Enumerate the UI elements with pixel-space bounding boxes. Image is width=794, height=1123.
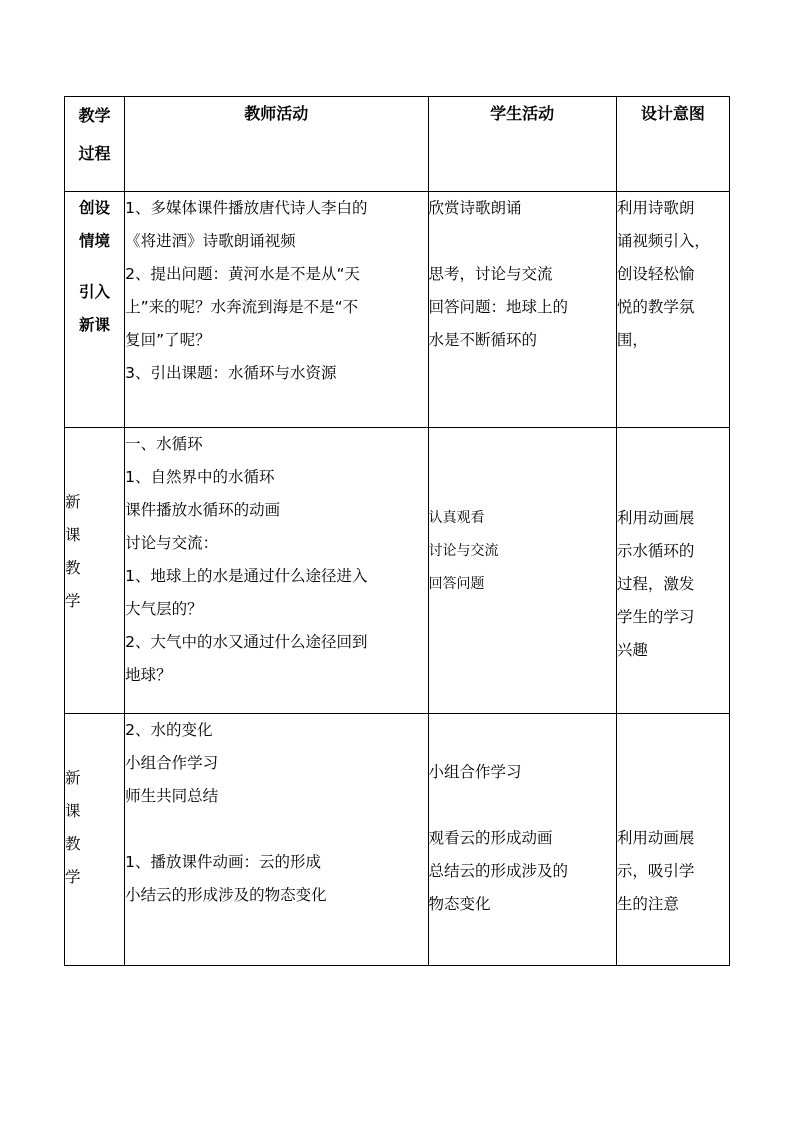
row1-process-line: 创设 bbox=[79, 199, 111, 217]
row3-process-line: 学 bbox=[65, 868, 81, 886]
row3-student-line: 观看云的形成动画 bbox=[428, 829, 553, 847]
row2-process-line: 教 bbox=[65, 559, 81, 577]
spacer bbox=[429, 789, 616, 822]
row1-teacher-line: 《将进酒》诗歌朗诵视频 bbox=[125, 232, 296, 250]
row2-student-line: 讨论与交流 bbox=[428, 543, 499, 559]
row1-process-line: 引入 bbox=[79, 283, 111, 301]
table-row bbox=[65, 428, 730, 714]
row2-teacher-line: 大气层的？ bbox=[125, 600, 203, 618]
row3-student-line: 小组合作学习 bbox=[428, 763, 522, 781]
row1-design-line: 创设轻松愉 bbox=[616, 265, 695, 283]
row1-process-line: 情境 bbox=[79, 232, 111, 250]
spacer bbox=[429, 225, 616, 258]
row1-teacher bbox=[125, 192, 428, 428]
row3-design-line: 利用动画展 bbox=[616, 829, 695, 847]
row2-design bbox=[616, 428, 729, 714]
row1-design-line: 围， bbox=[616, 331, 648, 349]
row3-teacher-line: 师生共同总结 bbox=[125, 787, 219, 805]
row2-teacher-line: 一、水循环 bbox=[125, 435, 203, 453]
row3-teacher-line: 小组合作学习 bbox=[125, 754, 219, 772]
row3-process bbox=[65, 714, 125, 966]
table-row bbox=[65, 714, 730, 966]
row2-design-line: 利用动画展 bbox=[616, 509, 695, 527]
row3-teacher bbox=[125, 714, 428, 966]
row3-student-line: 总结云的形成涉及的 bbox=[428, 862, 569, 880]
row3-process-line: 新 bbox=[65, 769, 81, 787]
row3-design bbox=[616, 714, 729, 966]
row2-teacher-line: 1、自然界中的水循环 bbox=[125, 468, 275, 486]
row1-student bbox=[428, 192, 616, 428]
row2-design-line: 示水循环的 bbox=[616, 542, 695, 560]
row1-process bbox=[65, 192, 125, 428]
header-teacher-activity: 教师活动 bbox=[125, 97, 428, 192]
row1-process-line: 新课 bbox=[79, 316, 111, 334]
row1-design-line: 悦的教学氛 bbox=[616, 298, 695, 316]
row2-teacher bbox=[125, 428, 428, 714]
header-process-line-2: 过程 bbox=[78, 144, 111, 163]
row1-teacher-line: 复回”了呢？ bbox=[125, 331, 211, 349]
row2-student bbox=[428, 428, 616, 714]
row3-teacher-line: 小结云的形成涉及的物态变化 bbox=[125, 886, 327, 904]
row2-student-line: 回答问题 bbox=[428, 576, 485, 592]
row1-teacher-line: 1、多媒体课件播放唐代诗人李白的 bbox=[125, 199, 368, 217]
row1-student-line: 水是不断循环的 bbox=[428, 331, 538, 349]
row1-design bbox=[616, 192, 729, 428]
table-row bbox=[65, 192, 730, 428]
row3-student bbox=[428, 714, 616, 966]
header-process-line-1: 教学 bbox=[78, 106, 111, 125]
row1-design-line: 诵视频引入， bbox=[616, 232, 710, 250]
row2-process-line: 学 bbox=[65, 592, 81, 610]
row2-teacher-line: 地球？ bbox=[125, 666, 172, 684]
lesson-plan-table bbox=[64, 96, 730, 966]
header-design-intent: 设计意图 bbox=[616, 97, 729, 192]
table-header-row bbox=[65, 97, 730, 192]
row1-student-line: 欣赏诗歌朗诵 bbox=[428, 199, 522, 217]
row2-teacher-line: 讨论与交流： bbox=[125, 534, 219, 552]
row3-teacher-line: 2、水的变化 bbox=[125, 721, 213, 739]
row2-design-line: 过程，激发 bbox=[616, 575, 695, 593]
row2-teacher-line: 1、地球上的水是通过什么途径进入 bbox=[125, 567, 368, 585]
row2-design-line: 兴趣 bbox=[616, 641, 648, 659]
row2-process-line: 课 bbox=[65, 526, 81, 544]
row2-teacher-line: 课件播放水循环的动画 bbox=[125, 501, 281, 519]
row3-design-line: 生的注意 bbox=[616, 895, 679, 913]
row1-student-line: 思考，讨论与交流 bbox=[428, 265, 553, 283]
header-student-activity: 学生活动 bbox=[428, 97, 616, 192]
row2-teacher-line: 2、大气中的水又通过什么途径回到 bbox=[125, 633, 368, 651]
row3-process-line: 课 bbox=[65, 802, 81, 820]
row3-student-line: 物态变化 bbox=[428, 895, 491, 913]
row1-teacher-line: 2、提出问题：黄河水是不是从“天 bbox=[125, 265, 360, 283]
row2-student-line: 认真观看 bbox=[428, 510, 485, 526]
spacer bbox=[65, 258, 124, 276]
header-process bbox=[65, 97, 125, 192]
spacer bbox=[125, 813, 427, 846]
row3-design-line: 示，吸引学 bbox=[616, 862, 695, 880]
row3-process-line: 教 bbox=[65, 835, 81, 853]
row3-teacher-line: 1、播放课件动画：云的形成 bbox=[125, 853, 321, 871]
row1-teacher-line: 3、引出课题：水循环与水资源 bbox=[125, 364, 337, 382]
row1-student-line: 回答问题：地球上的 bbox=[428, 298, 569, 316]
row2-process-line: 新 bbox=[65, 493, 81, 511]
row2-design-line: 学生的学习 bbox=[616, 608, 695, 626]
row1-design-line: 利用诗歌朗 bbox=[616, 199, 695, 217]
row1-teacher-line: 上”来的呢？水奔流到海是不是“不 bbox=[125, 298, 359, 316]
row2-process bbox=[65, 428, 125, 714]
